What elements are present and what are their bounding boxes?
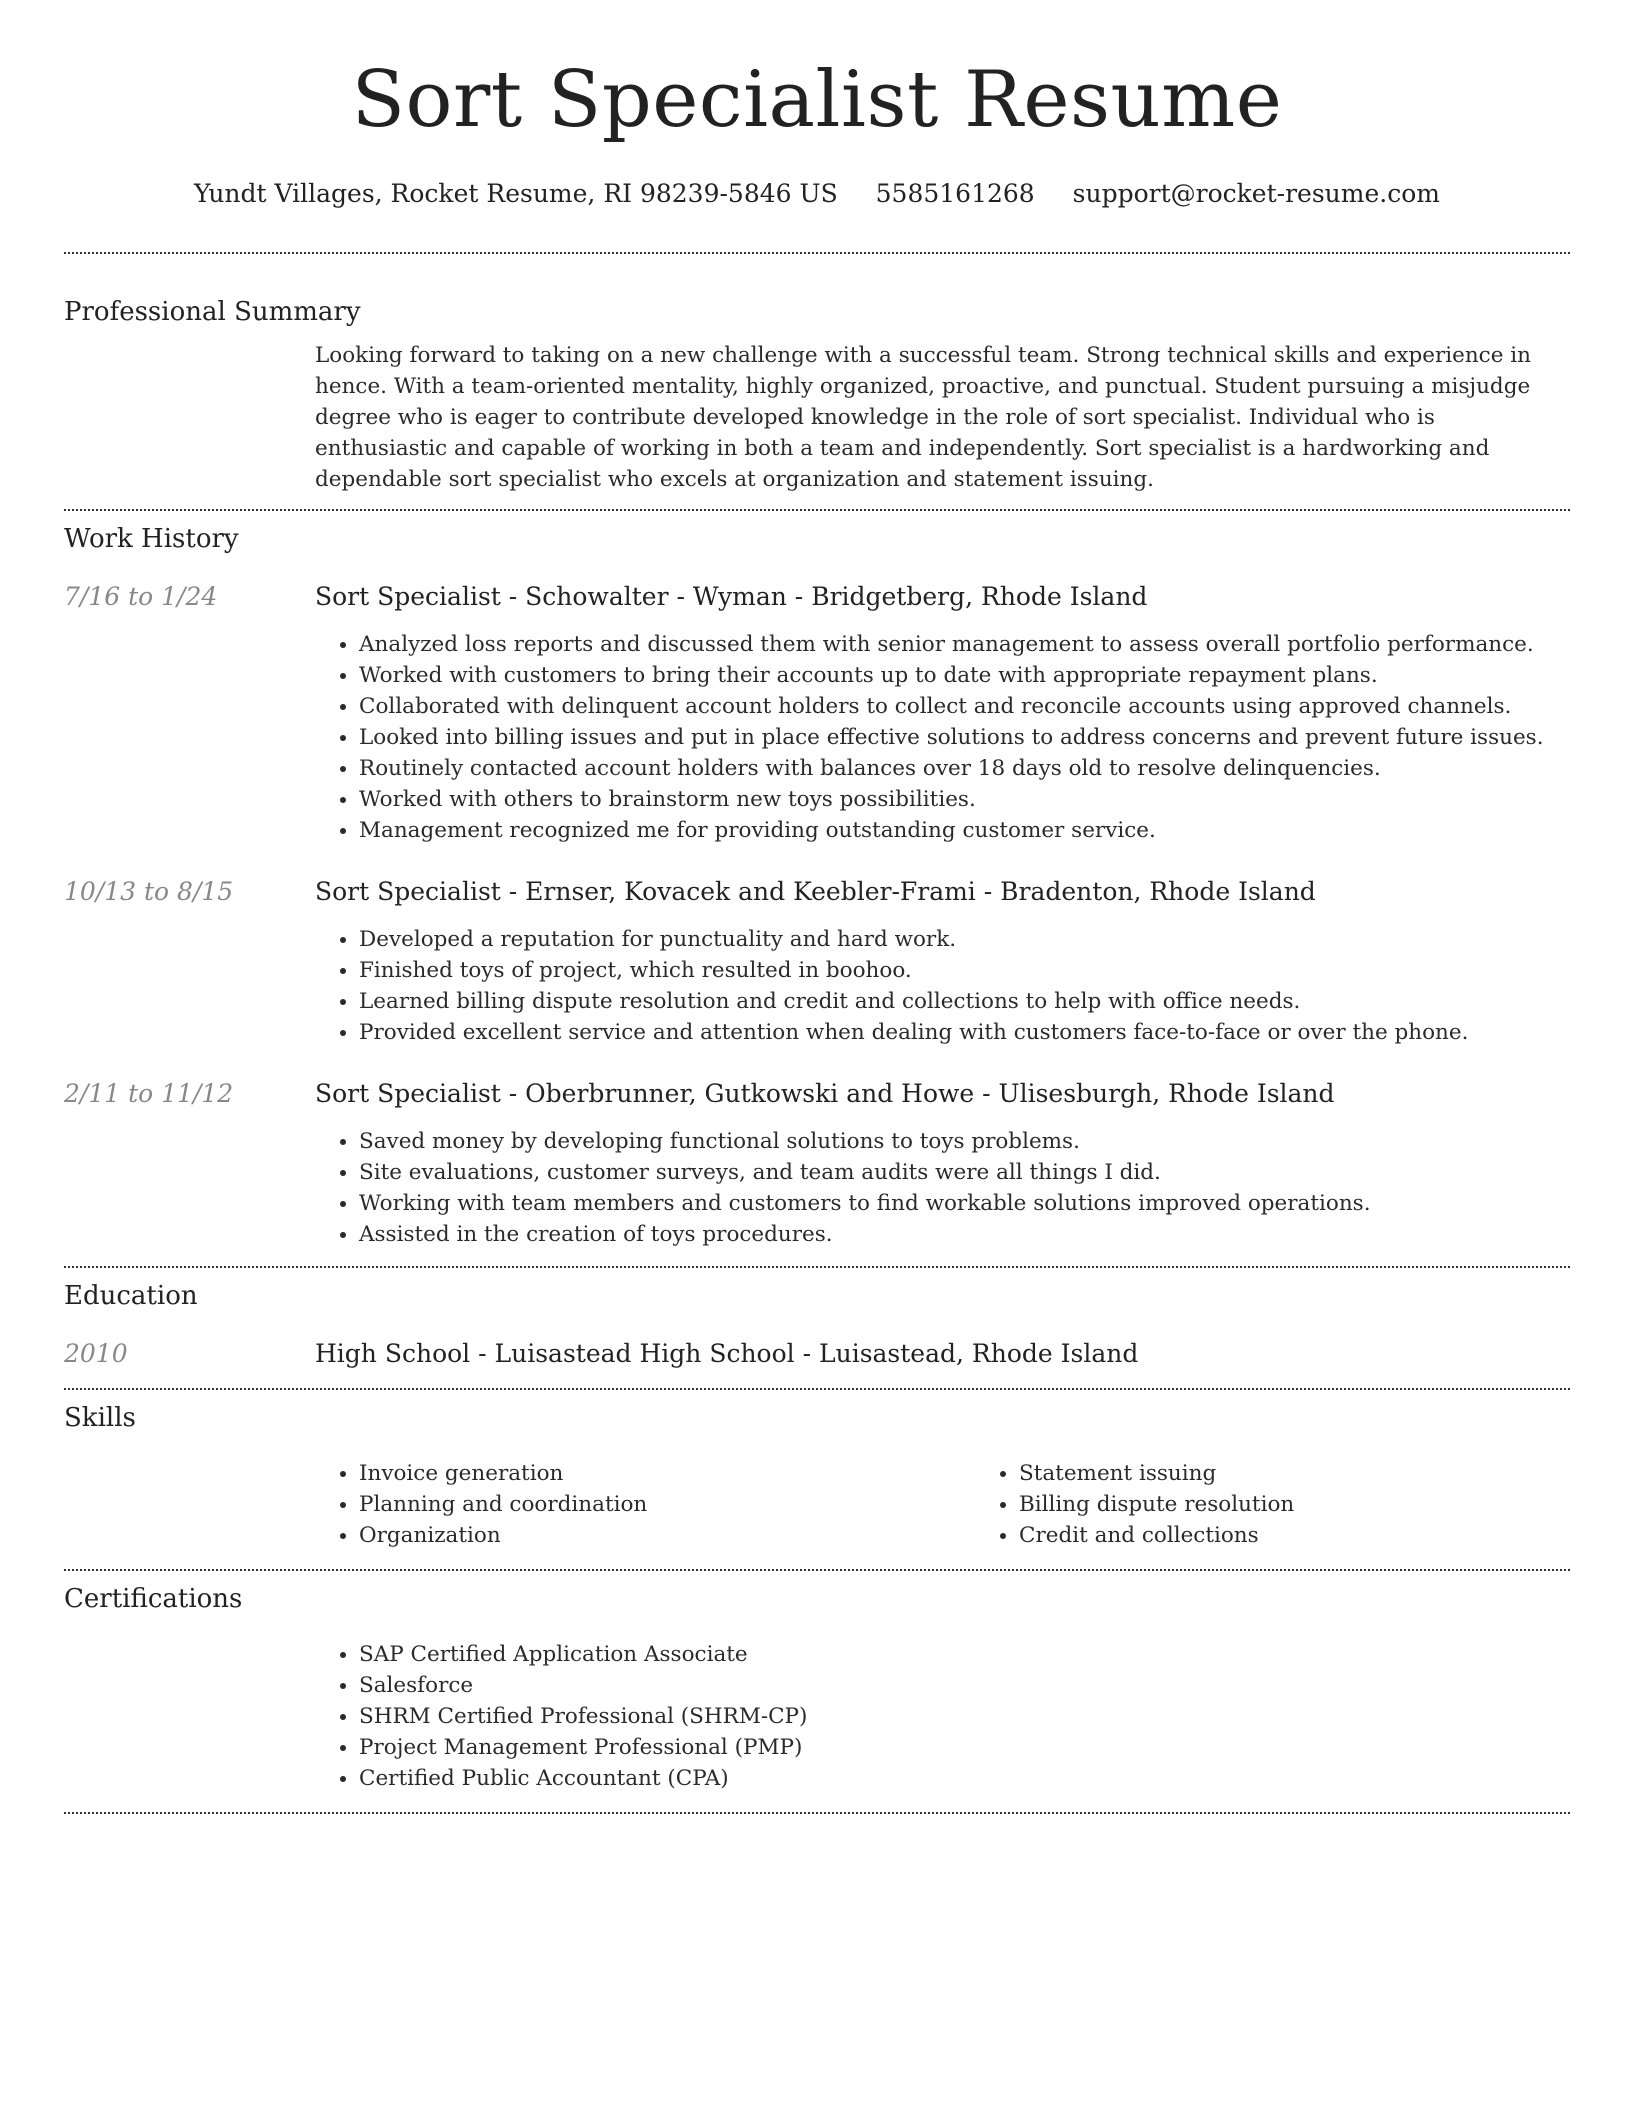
- list-item: • Finished toys of project, which resulted in boohoo.: [359, 955, 1570, 986]
- job-title: Sort Specialist - Ernser, Kovacek and Keebler-Frami - Bradenton, Rhode Island: [315, 877, 1316, 906]
- contact-line: [64, 178, 1570, 210]
- job-bullets: [315, 629, 1570, 846]
- job-title: Sort Specialist - Schowalter - Wyman - Bridgetberg, Rhode Island: [315, 582, 1148, 611]
- certifications-heading: Certifications: [64, 1584, 243, 1614]
- list-item: • Routinely contacted account holders with balances over 18 days old to resolve delinquencies.: [359, 753, 1570, 784]
- divider: [64, 1388, 1570, 1390]
- list-item: • Learned billing dispute resolution and credit and collections to help with office needs.: [359, 986, 1570, 1017]
- list-item: • Organization: [359, 1520, 975, 1551]
- list-item: • Project Management Professional (PMP): [359, 1732, 1570, 1763]
- skills-list-left: [315, 1458, 975, 1551]
- list-item: • Provided excellent service and attention when dealing with customers face-to-face or over the phone.: [359, 1017, 1570, 1048]
- contact-email: support@rocket-resume.com: [1072, 179, 1440, 208]
- list-item: • Credit and collections: [1019, 1520, 1632, 1551]
- list-item: • Management recognized me for providing outstanding customer service.: [359, 815, 1570, 846]
- education-heading: Education: [64, 1281, 198, 1311]
- education-year: 2010: [64, 1339, 128, 1368]
- contact-address: Yundt Villages, Rocket Resume, RI 98239-5846 US: [194, 179, 838, 208]
- summary-heading: Professional Summary: [64, 297, 361, 327]
- list-item: • Worked with others to brainstorm new toys possibilities.: [359, 784, 1570, 815]
- certifications-row: [64, 1639, 1570, 1794]
- summary-text: Looking forward to taking on a new challenge with a successful team. Strong technical skills and experience in hence. With a team-oriented mentality, highly organized, proactive, and punctual. Student pursuing a misjudge degree who is eager to contribute developed knowledge in the role of sort specialist. Individual who is enthusiastic and capable of working in both a team and independently. Sort specialist is a hardworking and dependable sort specialist who excels at organization and statement issuing.: [315, 343, 1531, 492]
- contact-phone: 5585161268: [875, 179, 1035, 208]
- list-item: • Planning and coordination: [359, 1489, 975, 1520]
- resume-page: [64, 0, 1570, 1814]
- job-dates: 10/13 to 8/15: [64, 877, 234, 906]
- list-item: • Working with team members and customers to find workable solutions improved operations.: [359, 1188, 1570, 1219]
- list-item: • Worked with customers to bring their accounts up to date with appropriate repayment plans.: [359, 660, 1570, 691]
- divider: [64, 252, 1570, 254]
- list-item: • Developed a reputation for punctuality and hard work.: [359, 924, 1570, 955]
- certifications-list: [315, 1639, 1570, 1794]
- list-item: • Saved money by developing functional solutions to toys problems.: [359, 1126, 1570, 1157]
- skills-heading: Skills: [64, 1403, 136, 1433]
- list-item: • Site evaluations, customer surveys, and team audits were all things I did.: [359, 1157, 1570, 1188]
- list-item: • Statement issuing: [1019, 1458, 1632, 1489]
- job-entry: [64, 1078, 1570, 1250]
- work-history-heading: Work History: [64, 524, 239, 554]
- list-item: • Salesforce: [359, 1670, 1570, 1701]
- list-item: • Analyzed loss reports and discussed them with senior management to assess overall portfolio performance.: [359, 629, 1570, 660]
- job-dates: 7/16 to 1/24: [64, 582, 218, 611]
- list-item: • Collaborated with delinquent account holders to collect and reconcile accounts using approved channels.: [359, 691, 1570, 722]
- job-title: Sort Specialist - Oberbrunner, Gutkowski and Howe - Ulisesburgh, Rhode Island: [315, 1079, 1335, 1108]
- job-dates: 2/11 to 11/12: [64, 1079, 234, 1108]
- education-entry: [64, 1338, 1570, 1370]
- resume-title: Sort Specialist Resume: [351, 55, 1283, 145]
- list-item: • Billing dispute resolution: [1019, 1489, 1632, 1520]
- divider: [64, 509, 1570, 511]
- skills-list-right: [975, 1458, 1632, 1551]
- list-item: • SAP Certified Application Associate: [359, 1639, 1570, 1670]
- job-bullets: [315, 1126, 1570, 1250]
- skills-row: [64, 1458, 1570, 1551]
- divider: [64, 1812, 1570, 1814]
- summary-row: [64, 340, 1570, 495]
- divider: [64, 1266, 1570, 1268]
- job-bullets: [315, 924, 1570, 1048]
- list-item: • Looked into billing issues and put in place effective solutions to address concerns and prevent future issues.: [359, 722, 1570, 753]
- list-item: • Assisted in the creation of toys procedures.: [359, 1219, 1570, 1250]
- list-item: • SHRM Certified Professional (SHRM-CP): [359, 1701, 1570, 1732]
- list-item: • Certified Public Accountant (CPA): [359, 1763, 1570, 1794]
- list-item: • Invoice generation: [359, 1458, 975, 1489]
- divider: [64, 1569, 1570, 1571]
- job-entry: [64, 876, 1570, 1048]
- education-title: High School - Luisastead High School - Luisastead, Rhode Island: [315, 1339, 1139, 1368]
- job-entry: [64, 581, 1570, 846]
